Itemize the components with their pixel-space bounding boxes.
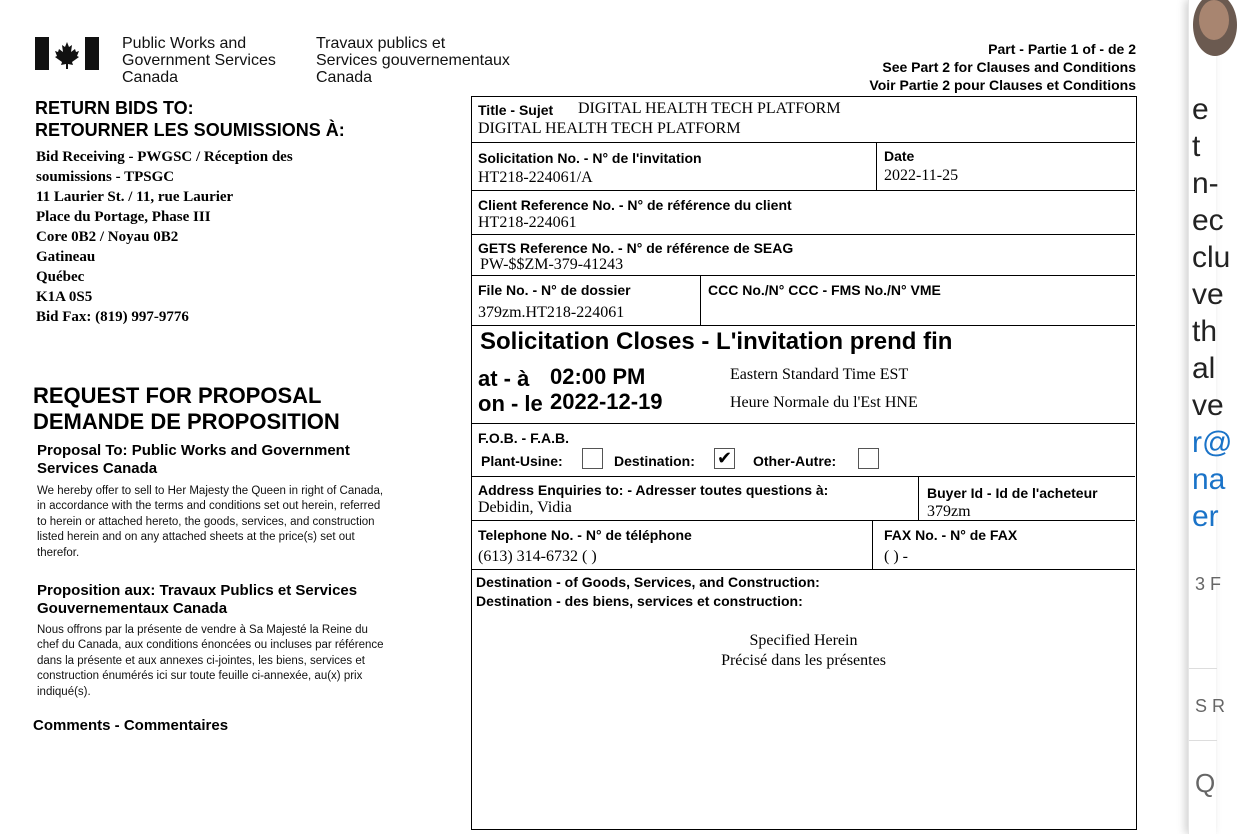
department-name-fr: Travaux publics et Services gouvernementaux Canada [316,35,510,86]
other-checkbox[interactable] [858,448,879,469]
canada-flag-logo [35,37,99,70]
phone-label: Telephone No. - N° de téléphone [478,527,692,543]
title-value-fr: DIGITAL HEALTH TECH PLATFORM [478,120,741,137]
side-link[interactable]: na [1192,463,1226,496]
side-text-line: clu [1192,241,1231,274]
gets-row [472,235,1135,276]
solicitation-row [472,143,1135,191]
side-text-line: n- [1192,167,1219,200]
date-label: Date [884,148,915,164]
return-bids-heading: RETURN BIDS TO: RETOURNER LES SOUMISSIONS À: [35,98,345,140]
side-divider [1189,668,1217,669]
offer-text-en: We hereby offer to sell to Her Majesty the Queen in right of Canada, in accordance with the terms and conditions set out herein, referred to herein or attached hereto, the goods, services, and construction listed herein and on any attached sheets at the price(s) set out therefor. [37,485,384,559]
rfp-heading: REQUEST FOR PROPOSAL DEMANDE DE PROPOSITION [33,383,340,434]
phone-row [472,521,1135,570]
avatar [1193,0,1237,56]
fax-label: FAX No. - N° de FAX [884,527,1018,543]
title-label: Title - Sujet [478,102,554,118]
side-small-text: 3 F [1195,574,1222,594]
fob-row [472,424,1135,477]
title-value: DIGITAL HEALTH TECH PLATFORM [578,100,841,117]
enquiries-value: Debidin, Vidia [478,499,572,516]
phone-value: (613) 314-6732 ( ) [478,548,597,565]
closes-heading: Solicitation Closes - L'invitation prend fin [480,328,953,355]
closing-date: 2022-12-19 [550,389,663,414]
side-panel [1188,0,1233,834]
client-ref-label: Client Reference No. - N° de référence du client [478,197,792,213]
plant-checkbox[interactable] [582,448,603,469]
gets-value: PW-$$ZM-379-41243 [480,256,624,273]
buyer-label: Buyer Id - Id de l'acheteur [927,485,1098,501]
side-text-line: ec [1192,204,1224,237]
side-search-icon[interactable]: Q [1195,768,1216,798]
side-text-line: ve [1192,389,1224,422]
side-link[interactable]: er [1192,500,1219,533]
checkmark-icon: ✔ [716,448,733,468]
destination-label: Destination: [614,453,695,469]
destination-goods-label-en: Destination - of Goods, Services, and Construction: [476,574,820,590]
other-label: Other-Autre: [753,453,837,469]
ccc-label: CCC No./N° CCC - FMS No./N° VME [708,282,941,298]
fob-label: F.O.B. - F.A.B. [478,430,569,446]
destination-value-en: Specified Herein [749,632,858,649]
proposal-to-fr: Proposition aux: Travaux Publics et Services Gouvernementaux Canada [37,582,358,617]
title-row [472,97,1135,143]
side-text-line: ve [1192,278,1224,311]
comments-label: Comments - Commentaires [33,717,229,734]
offer-text-fr: Nous offrons par la présente de vendre à Sa Majesté la Reine du chef du Canada, aux conditions énoncées ou incluses par référence dans la présente et aux annexes ci-jointes, les biens, services et construction énumérés ici sur toute feuille ci-annexée, au(x) prix indiqué(s). [37,624,384,698]
side-text-line: al [1192,352,1216,385]
solicitation-value: HT218-224061/A [478,169,593,186]
solicitation-form [471,96,1137,830]
plant-label: Plant-Usine: [481,453,563,469]
fax-divider [872,521,873,570]
destination-checkbox[interactable] [714,448,735,469]
side-text-line: t [1192,130,1201,163]
date-value: 2022-11-25 [884,167,959,184]
side-link[interactable]: r@ [1192,426,1233,459]
department-name-en: Public Works and Government Services Canada [122,35,276,86]
side-divider [1189,740,1217,741]
solicitation-label: Solicitation No. - N° de l'invitation [478,150,702,166]
buyer-value: 379zm [927,503,971,520]
file-value: 379zm.HT218-224061 [478,304,625,321]
file-row [472,276,1135,326]
client-ref-value: HT218-224061 [478,214,577,231]
bid-return-address: Bid Receiving - PWGSC / Réception des soumissions - TPSGC 11 Laurier St. / 11, rue Laurier Place du Portage, Phase III Core 0B2 / Noyau 0B2 Gatineau Québec K1A 0S5 Bid Fax: (819) 997-9776 [36,149,293,325]
enquiries-row [472,477,1135,521]
side-text-line: th [1192,315,1218,348]
part-indicator: Part - Partie 1 of - de 2 See Part 2 for Clauses and Conditions Voir Partie 2 pour Clauses et Conditions [869,41,1136,93]
enquiries-label: Address Enquiries to: - Adresser toutes questions à: [478,482,829,498]
destination-value-fr: Précisé dans les présentes [721,652,886,669]
side-small-text: S R [1195,696,1226,716]
buyer-divider [918,477,919,521]
closes-row [472,326,1135,424]
timezone-en: Eastern Standard Time EST [730,366,909,383]
ccc-divider [700,276,701,326]
timezone-fr: Heure Normale du l'Est HNE [730,394,918,411]
destination-goods-label-fr: Destination - des biens, services et construction: [476,593,803,609]
file-label: File No. - N° de dossier [478,282,631,298]
proposal-to-en: Proposal To: Public Works and Government Services Canada [37,442,350,477]
side-text-line: e [1192,93,1209,126]
on-label: on - le [478,391,543,416]
gets-label: GETS Reference No. - N° de référence de SEAG [478,240,794,256]
fax-value: ( ) - [884,548,908,565]
closing-time: 02:00 PM [550,364,646,389]
client-ref-row [472,191,1135,235]
at-label: at - à [478,366,530,391]
date-divider [876,143,877,191]
